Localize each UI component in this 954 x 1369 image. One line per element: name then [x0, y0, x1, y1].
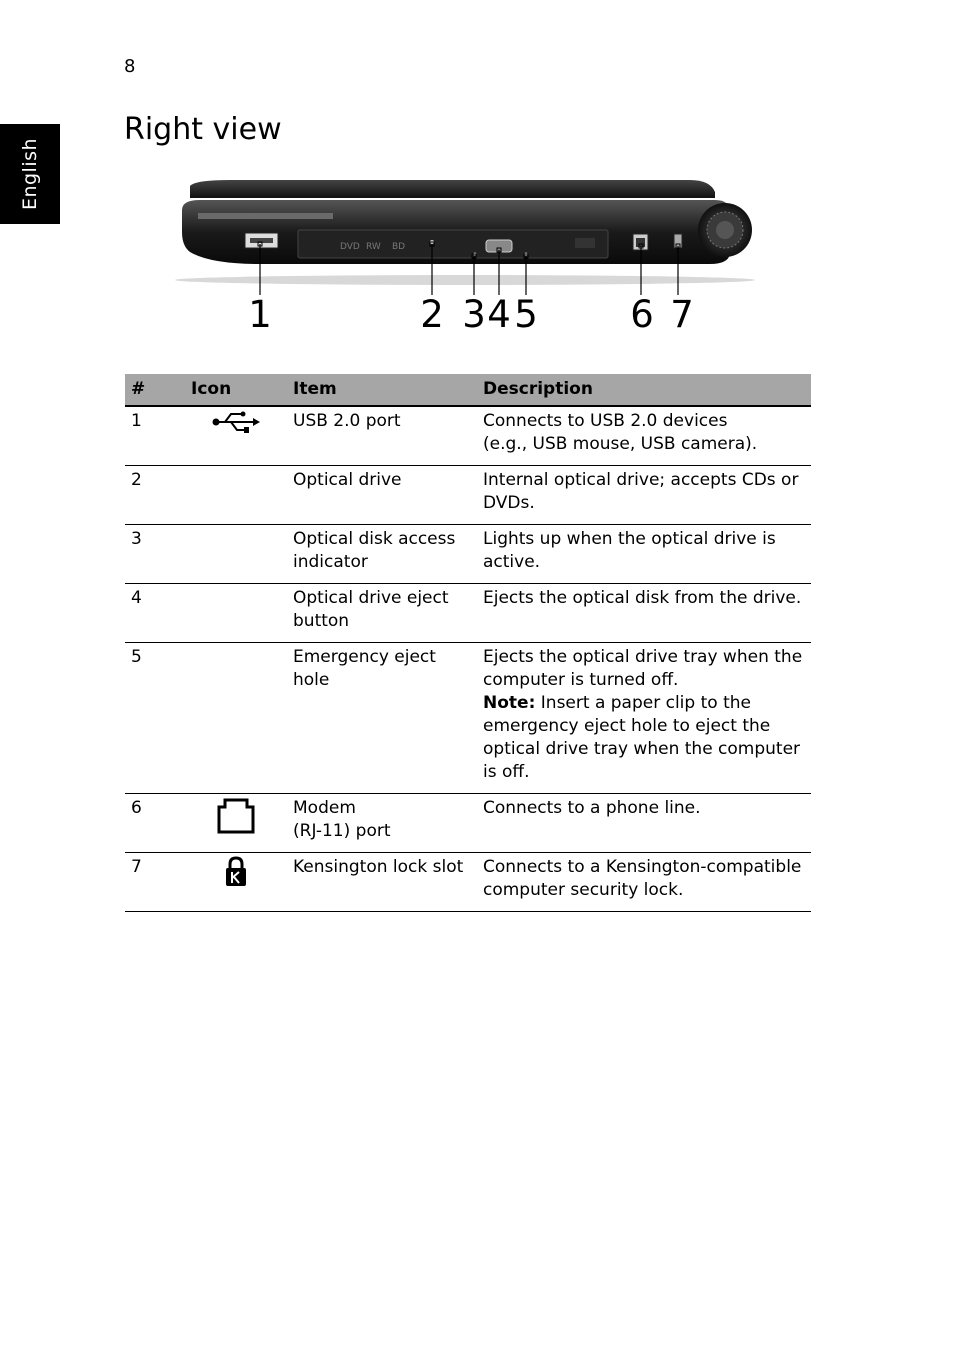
table-row [125, 406, 811, 466]
table-row [125, 525, 811, 584]
row-item [287, 794, 477, 853]
row-description-line: Connects to USB 2.0 devices [483, 411, 728, 431]
row-num: 3 [125, 525, 185, 584]
callout-6: 6 [630, 293, 654, 336]
language-tab-label: English [19, 137, 42, 211]
table-row [125, 794, 811, 853]
svg-text:DVD: DVD [340, 242, 360, 252]
table-header-row [125, 374, 811, 406]
row-item: Optical disk access indicator [287, 525, 477, 584]
table-row [125, 584, 811, 643]
row-description: Connects to a Kensington-compatible computer security lock. [477, 853, 811, 912]
row-description-line: Ejects the optical drive tray when the computer is turned off. [483, 647, 803, 690]
row-icon-cell [185, 406, 287, 466]
table-row [125, 853, 811, 912]
language-tab [0, 124, 60, 224]
svg-text:BD: BD [392, 242, 406, 252]
row-description: Ejects the optical disk from the drive. [477, 584, 811, 643]
table-row [125, 466, 811, 525]
svg-text:RW: RW [366, 242, 381, 252]
row-item-line: (RJ-11) port [293, 821, 391, 841]
row-icon-cell [185, 584, 287, 643]
page-title: Right view [124, 112, 282, 147]
row-num: 6 [125, 794, 185, 853]
callout-7: 7 [670, 293, 694, 336]
header-icon: Icon [185, 374, 287, 406]
row-icon-cell [185, 794, 287, 853]
table-row [125, 643, 811, 794]
row-item-line: Modem [293, 798, 356, 818]
row-description: Lights up when the optical drive is active. [477, 525, 811, 584]
callout-4: 4 [487, 293, 511, 336]
callout-1: 1 [248, 293, 272, 336]
row-item: Kensington lock slot [287, 853, 477, 912]
row-description: Connects to a phone line. [477, 794, 811, 853]
row-note [483, 692, 805, 784]
row-item: Optical drive [287, 466, 477, 525]
row-icon-cell [185, 853, 287, 912]
port-spec-table [125, 374, 811, 912]
kensington-lock-icon [224, 856, 248, 888]
usb-icon [211, 410, 261, 434]
page-number: 8 [124, 56, 136, 77]
row-item: USB 2.0 port [287, 406, 477, 466]
row-description [477, 643, 811, 794]
row-num: 5 [125, 643, 185, 794]
row-item: Optical drive eject button [287, 584, 477, 643]
row-num: 4 [125, 584, 185, 643]
row-description-line: (e.g., USB mouse, USB camera). [483, 434, 758, 454]
row-num: 2 [125, 466, 185, 525]
callout-5: 5 [514, 293, 538, 336]
row-description [477, 406, 811, 466]
row-icon-cell [185, 525, 287, 584]
callout-2: 2 [420, 293, 444, 336]
row-num: 7 [125, 853, 185, 912]
row-description: Internal optical drive; accepts CDs or DVDs. [477, 466, 811, 525]
header-description: Description [477, 374, 811, 406]
row-num: 1 [125, 406, 185, 466]
callout-3: 3 [462, 293, 486, 336]
row-icon-cell [185, 643, 287, 794]
row-item: Emergency eject hole [287, 643, 477, 794]
header-item: Item [287, 374, 477, 406]
modem-icon [217, 797, 255, 835]
header-num: # [125, 374, 185, 406]
note-text: Insert a paper clip to the emergency eject hole to eject the optical drive tray when the computer is off. [483, 693, 801, 782]
row-icon-cell [185, 466, 287, 525]
note-label: Note: [483, 693, 536, 713]
